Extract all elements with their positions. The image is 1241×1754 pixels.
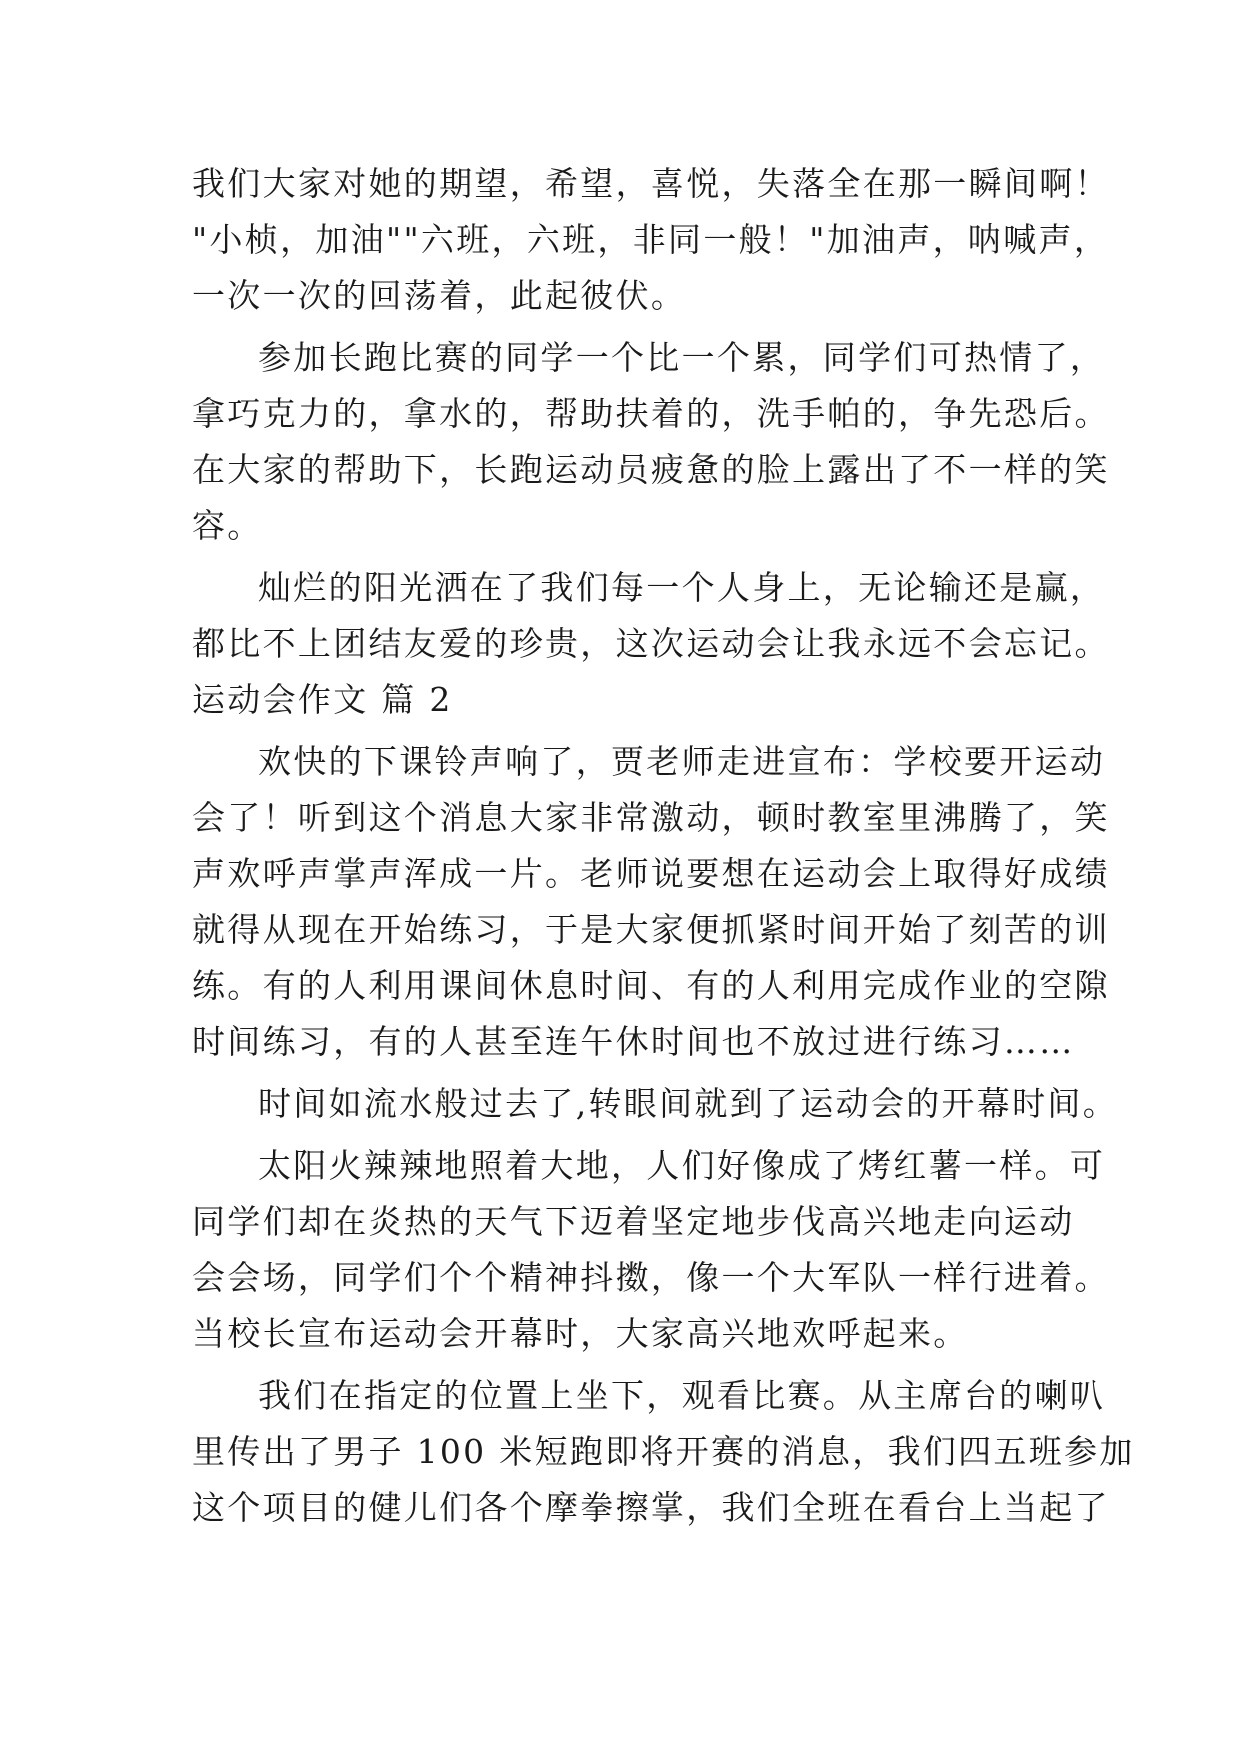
paragraph-first-line: 欢快的下课铃声响了，贾老师走进宣布：学校要开运动: [258, 742, 1106, 781]
text-line: 我们大家对她的期望，希望，喜悦，失落全在那一瞬间啊！: [192, 164, 1110, 203]
text-line: 里传出了男子 100 米短跑即将开赛的消息，我们四五班参加: [192, 1432, 1135, 1471]
text-line: 会会场，同学们个个精神抖擞，像一个大军队一样行进着。: [192, 1258, 1110, 1297]
paragraph-first-line: 我们在指定的位置上坐下，观看比赛。从主席台的喇叭: [258, 1376, 1106, 1415]
text-line: 同学们却在炎热的天气下迈着坚定地步伐高兴地走向运动: [192, 1202, 1075, 1241]
text-line: 会了！听到这个消息大家非常激动，顿时教室里沸腾了，笑: [192, 798, 1110, 837]
paragraph-first-line: 参加长跑比赛的同学一个比一个累，同学们可热情了，: [258, 338, 1106, 377]
text-line: 时间练习，有的人甚至连午休时间也不放过进行练习……: [192, 1022, 1075, 1061]
text-line: 练。有的人利用课间休息时间、有的人利用完成作业的空隙: [192, 966, 1110, 1005]
text-line: 一次一次的回荡着，此起彼伏。: [192, 276, 687, 315]
text-line: 容。: [192, 506, 263, 545]
text-line: 就得从现在开始练习，于是大家便抓紧时间开始了刻苦的训: [192, 910, 1110, 949]
paragraph-first-line: 灿烂的阳光洒在了我们每一个人身上，无论输还是赢，: [258, 568, 1106, 607]
section-heading: 运动会作文 篇 2: [192, 680, 453, 719]
text-line: 当校长宣布运动会开幕时，大家高兴地欢呼起来。: [192, 1314, 969, 1353]
text-line: 拿巧克力的，拿水的，帮助扶着的，洗手帕的，争先恐后。: [192, 394, 1110, 433]
paragraph-first-line: 太阳火辣辣地照着大地，人们好像成了烤红薯一样。可: [258, 1146, 1106, 1185]
paragraph-first-line: 时间如流水般过去了,转眼间就到了运动会的开幕时间。: [258, 1084, 1118, 1123]
text-line: 在大家的帮助下，长跑运动员疲惫的脸上露出了不一样的笑: [192, 450, 1110, 489]
text-line: 都比不上团结友爱的珍贵，这次运动会让我永远不会忘记。: [192, 624, 1110, 663]
text-line: 声欢呼声掌声浑成一片。老师说要想在运动会上取得好成绩: [192, 854, 1110, 893]
text-line: "小桢，加油""六班，六班，非同一般！"加油声，呐喊声，: [192, 220, 1110, 259]
text-line: 这个项目的健儿们各个摩拳擦掌，我们全班在看台上当起了: [192, 1488, 1110, 1527]
